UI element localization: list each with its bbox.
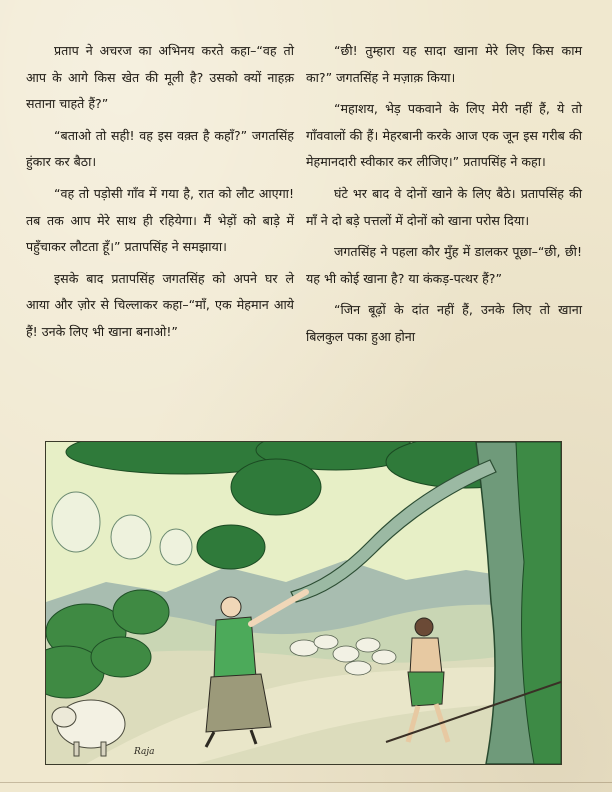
- paragraph: “जिन बूढ़ों के दांत नहीं हैं, उनके लिए तो खाना बिलकुल पका हुआ होना: [306, 302, 582, 344]
- left-text-column: [26, 38, 294, 351]
- paragraph: घंटे भर बाद वे दोनों खाने के लिए बैठे। प्रतापसिंह की माँ ने दो बड़े पत्तलों में दोनों को खाना परोस दिया।: [306, 185, 582, 228]
- paragraph: प्रताप ने अचरज का अभिनय करते कहा–“वह तो आप के आगे किस खेत की मूली है? उसको क्यों नाहक़ सताना चाहते हैं?”: [26, 43, 294, 112]
- illustration-scene: [46, 442, 561, 764]
- paragraph: “छी! तुम्हारा यह सादा खाना मेरे लिए किस काम का?” जगतसिंह ने मज़ाक़ किया।: [306, 43, 582, 85]
- paragraph: “बताओ तो सही! वह इस वक़्त है कहाँ?” जगतसिंह हुंकार कर बैठा।: [26, 127, 294, 170]
- paragraph: जगतसिंह ने पहला कौर मुँह में डालकर पूछा–“छी, छी! यह भी कोई खाना है? या कंकड़-पत्थर हैं?”: [306, 244, 582, 286]
- page-edge-line: [0, 782, 612, 783]
- story-illustration: [45, 441, 562, 765]
- paragraph: इसके बाद प्रतापसिंह जगतसिंह को अपने घर ले आया और ज़ोर से चिल्लाकर कहा–“माँ, एक मेहमान आये हैं! उनके लिए भी खाना बनाओ!”: [26, 270, 294, 339]
- paragraph: “वह तो पड़ोसी गाँव में गया है, रात को लौट आएगा! तब तक आप मेरे साथ ही रहियेगा। मैं भेड़ों को बाड़े में पहुँचाकर लौटता हूँ।” प्रतापसिंह ने समझाया।: [26, 185, 294, 255]
- paragraph: “महाशय, भेड़ पकवाने के लिए मेरी नहीं हैं, ये तो गाँववालों की हैं। मेहरबानी करके आज एक जून इस गरीब की मेहमानदारी स्वीकार कर लीजिए।” प्रतापसिंह ने कहा।: [306, 101, 582, 170]
- right-text-column: [306, 38, 582, 356]
- artist-signature: Raja: [134, 747, 155, 757]
